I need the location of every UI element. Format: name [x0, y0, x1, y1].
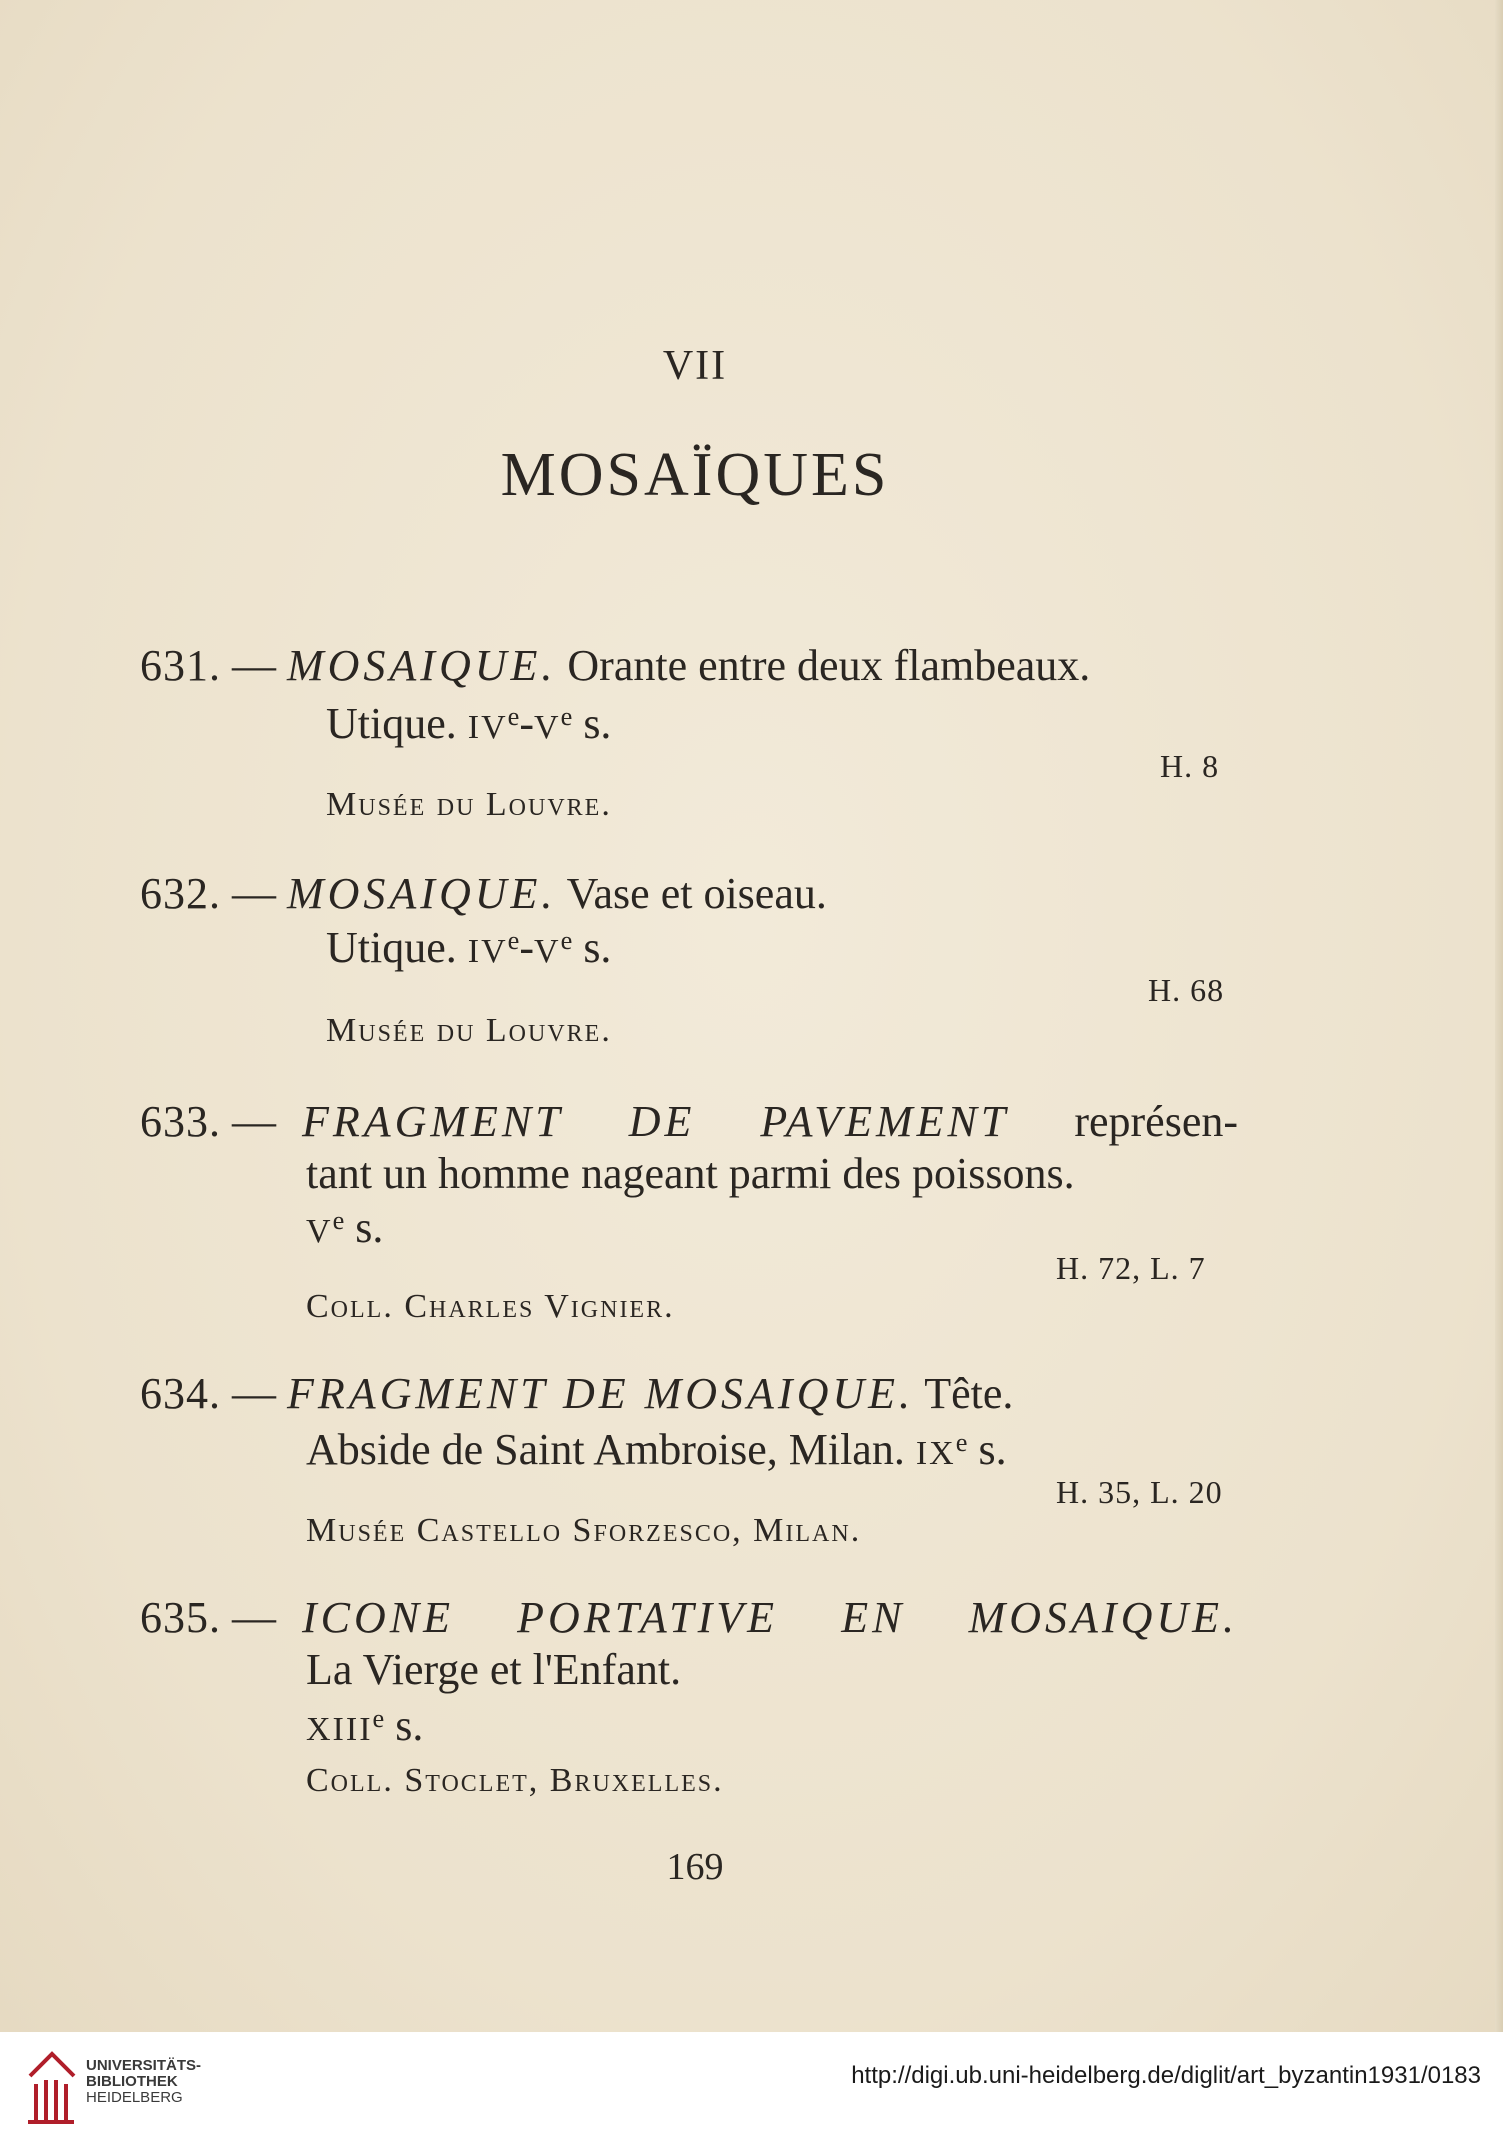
- entry-title-justified: [302, 1592, 1238, 1643]
- entry-item-word: EN: [841, 1593, 906, 1642]
- entry-dash: —: [232, 1593, 276, 1642]
- entry-number: 634.: [140, 1369, 221, 1418]
- page-number: 169: [666, 1846, 724, 1888]
- entry-number: 635.: [140, 1593, 221, 1642]
- entry-line-2: [306, 1424, 1007, 1475]
- entry-dash: —: [232, 641, 276, 690]
- entry-dimensions: H. 35, L. 20: [1056, 1474, 1223, 1510]
- entry-century-a: IV: [467, 933, 508, 970]
- entry-dimensions: H. 72, L. 7: [1056, 1250, 1206, 1286]
- library-name: [86, 2058, 201, 2106]
- entry-collection: Musée du Louvre.: [326, 786, 612, 823]
- entry-collection: Coll. Stoclet, Bruxelles.: [306, 1762, 724, 1799]
- library-logo-icon: [22, 2046, 80, 2124]
- entry-number: 631.: [140, 641, 221, 690]
- library-name-line-3: HEIDELBERG: [86, 2089, 183, 2106]
- entry-century: V: [306, 1213, 333, 1250]
- entry-sup: e: [955, 1426, 968, 1457]
- entry-sup-a: e: [507, 924, 520, 955]
- page-edge: [1495, 0, 1503, 2032]
- entry-century: IX: [915, 1435, 956, 1472]
- library-name-line-2: BIBLIOTHEK: [86, 2073, 178, 2090]
- entry-suffix: s.: [384, 1701, 424, 1750]
- entry-dimensions: H. 8: [1160, 748, 1220, 784]
- digitization-footer: [0, 2032, 1503, 2138]
- entry-line-1: [140, 1096, 276, 1147]
- entry-suffix: s.: [572, 923, 612, 972]
- entry-dimensions: H. 68: [1148, 972, 1225, 1008]
- entry-sup-a: e: [507, 700, 520, 731]
- entry-line-1: [140, 1592, 276, 1643]
- entry-line-3: [306, 1202, 383, 1253]
- entry-collection: Musée Castello Sforzesco, Milan.: [306, 1512, 862, 1549]
- entry-sup: e: [372, 1702, 385, 1733]
- entry-dash: —: [232, 1369, 276, 1418]
- entry-place: Utique.: [326, 699, 468, 748]
- entry-sep: -: [519, 923, 535, 972]
- entry-line-1: [140, 1368, 1013, 1419]
- entry-line2-text: Abside de Saint Ambroise, Milan.: [306, 1425, 916, 1474]
- entry-item-word: PAVEMENT: [760, 1097, 1010, 1146]
- entry-line-2: [326, 922, 611, 973]
- entry-line-1: [140, 640, 1090, 691]
- entry-line-2: tant un homme nageant parmi des poissons.: [306, 1149, 1075, 1198]
- library-name-line-1: UNIVERSITÄTS-: [86, 2057, 202, 2074]
- entry-item-word: DE: [628, 1097, 696, 1146]
- entry-number: 633.: [140, 1097, 221, 1146]
- entry-dash: —: [232, 1097, 276, 1146]
- entry-century-a: IV: [467, 709, 508, 746]
- entry-line-2: La Vierge et l'Enfant.: [306, 1645, 682, 1694]
- entry-item-word: ICONE: [302, 1593, 454, 1642]
- entry-desc: Vase et oiseau.: [566, 869, 827, 918]
- entry-suffix: s.: [344, 1203, 384, 1252]
- chapter-title: MOSAÏQUES: [500, 441, 890, 509]
- entry-sup: e: [332, 1204, 345, 1235]
- entry-desc: Orante entre deux flambeaux.: [567, 641, 1091, 690]
- entry-dash: —: [232, 869, 276, 918]
- entry-suffix: s.: [967, 1425, 1007, 1474]
- entry-collection: Musée du Louvre.: [326, 1012, 612, 1049]
- entry-desc: Tête.: [924, 1369, 1014, 1418]
- entry-century-b: V: [534, 709, 561, 746]
- entry-desc-word: représen-: [1074, 1097, 1238, 1146]
- entry-item: MOSAIQUE.: [287, 641, 557, 690]
- entry-item-word: PORTATIVE: [517, 1593, 779, 1642]
- entry-title-justified: [302, 1096, 1238, 1147]
- entry-line-3: [306, 1700, 423, 1751]
- entry-century: XIII: [306, 1711, 373, 1748]
- entry-item: FRAGMENT DE MOSAIQUE.: [287, 1369, 914, 1418]
- entry-sup-b: e: [560, 700, 573, 731]
- entry-line-1: [140, 868, 827, 919]
- entry-sup-b: e: [560, 924, 573, 955]
- entry-line-2: [326, 698, 611, 749]
- entry-suffix: s.: [572, 699, 612, 748]
- entry-item-word: MOSAIQUE.: [968, 1593, 1238, 1642]
- chapter-number: VII: [662, 343, 728, 389]
- entry-sep: -: [519, 699, 535, 748]
- entry-number: 632.: [140, 869, 221, 918]
- entry-century-b: V: [534, 933, 561, 970]
- entry-item: MOSAIQUE.: [287, 869, 557, 918]
- source-url-link[interactable]: http://digi.ub.uni-heidelberg.de/diglit/art_byzantin1931/0183: [851, 2062, 1481, 2089]
- entry-collection: Coll. Charles Vignier.: [306, 1288, 675, 1325]
- entry-item-word: FRAGMENT: [302, 1097, 564, 1146]
- entry-place: Utique.: [326, 923, 468, 972]
